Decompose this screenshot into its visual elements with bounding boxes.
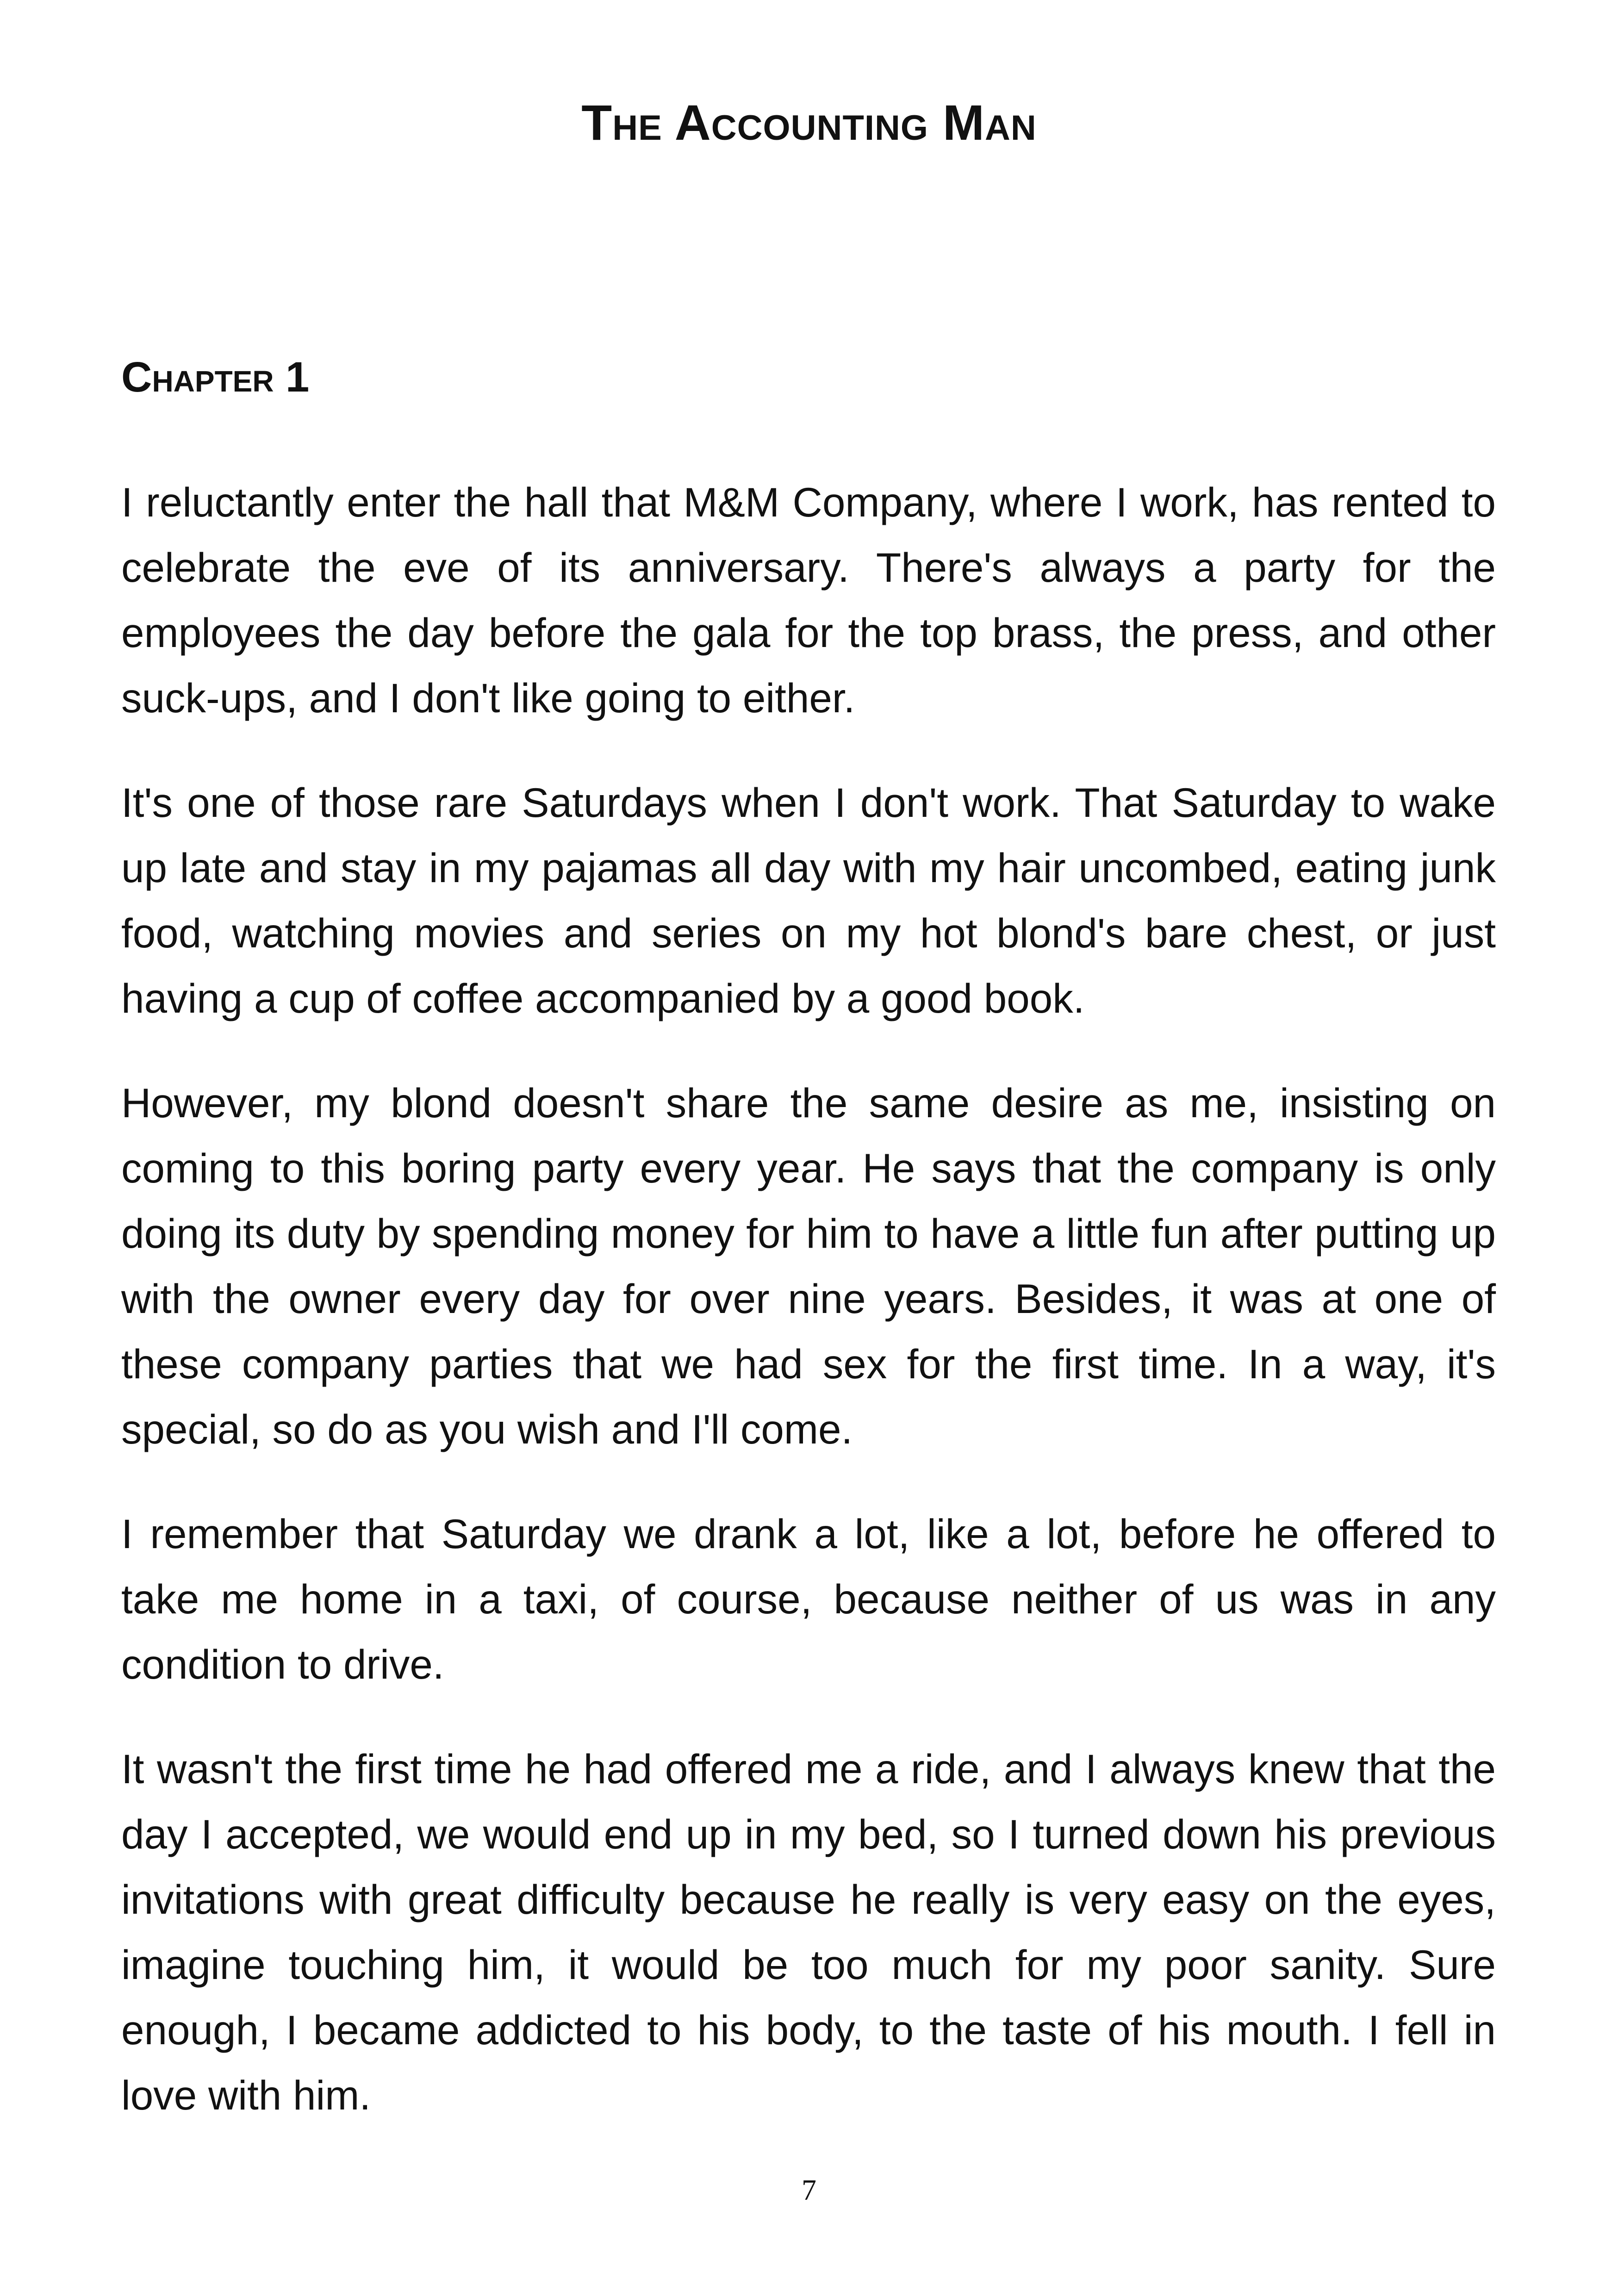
paragraph: I remember that Saturday we drank a lot, like a lot, before he offered to take me home in a taxi, of course, because neither of us was in any condition to drive. [121,1511,1496,1687]
paragraph: I reluctantly enter the hall that M&M Company, where I work, has rented to celebrate the eve of its anniversary. There's always a party for the employees the day before the gala for the top brass, the press, and other suck-ups, and I don't like going to either. [121,479,1496,721]
page-number: 7 [802,2173,816,2206]
chapter-body [121,470,1496,2167]
paragraph: However, my blond doesn't share the same desire as me, insisting on coming to this boring party every year. He says that the company is only doing its duty by spending money for him to have a little fun after putting up with the owner every day for over nine years. Besides, it was at one of these company parties that we had sex for the first time. In a way, it's special, so do as you wish and I'll come. [121,1080,1496,1452]
paragraph: It's one of those rare Saturdays when I don't work. That Saturday to wake up late and stay in my pajamas all day with my hair uncombed, eating junk food, watching movies and series on my hot blond's bare chest, or just having a cup of coffee accompanied by a good book. [121,779,1496,1021]
chapter-heading: Chapter 1 [121,354,310,401]
book-title: The Accounting Man [581,94,1037,150]
paragraph: It wasn't the first time he had offered me a ride, and I always knew that the day I accepted, we would end up in my bed, so I turned down his previous invitations with great difficulty because he really is very easy on the eyes, imagine touching him, it would be too much for my poor sanity. Sure enough, I became addicted to his body, to the taste of his mouth. I fell in love with him. [121,1746,1496,2118]
